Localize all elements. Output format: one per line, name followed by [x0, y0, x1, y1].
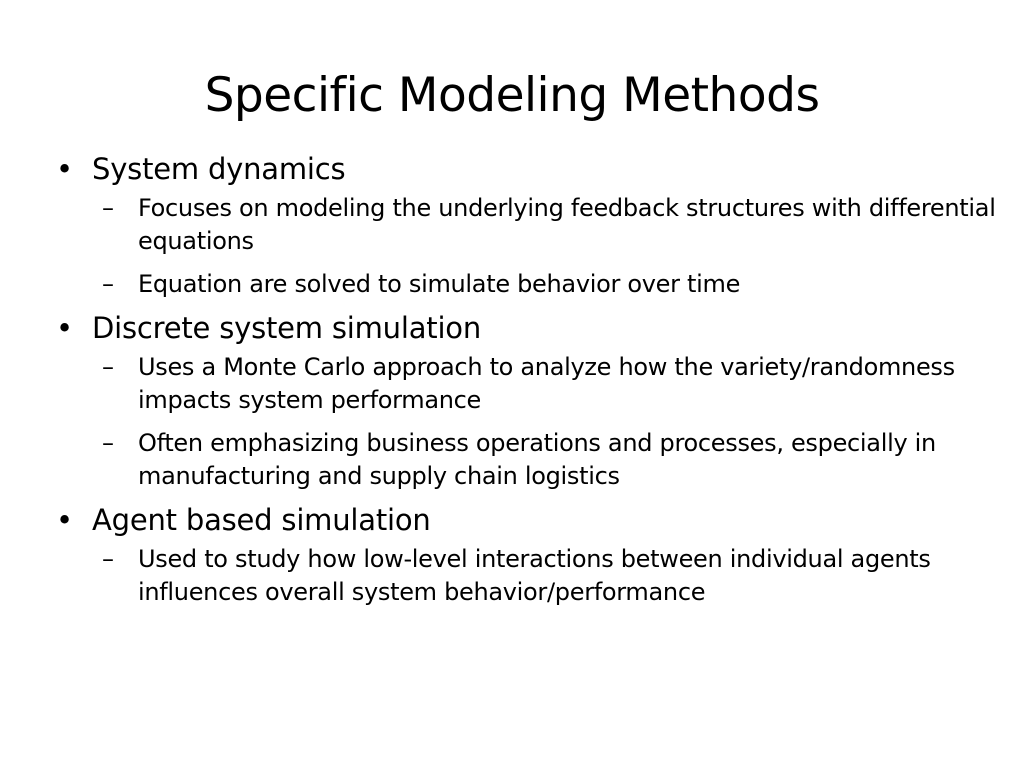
sub-bullet-text: Used to study how low-level interactions between individual agents influences overall system behavior/performance [138, 545, 931, 606]
sub-bullet-list [92, 192, 1002, 301]
sub-bullet-list [92, 543, 1002, 609]
sub-bullet-item [92, 192, 1002, 258]
sub-bullet-text: Uses a Monte Carlo approach to analyze how the variety/randomness impacts system performance [138, 353, 955, 414]
slide-title: Specific Modeling Methods [204, 68, 820, 123]
bullet-item [52, 311, 1002, 493]
dash-glyph: – [102, 270, 114, 298]
bullet-glyph: • [56, 152, 73, 186]
dash-glyph: – [102, 353, 114, 381]
bullet-text: Agent based simulation [92, 503, 431, 537]
dash-glyph: – [102, 545, 114, 573]
bullet-glyph: • [56, 311, 73, 345]
slide-content [52, 152, 1002, 619]
dash-glyph: – [102, 194, 114, 222]
sub-bullet-item [92, 351, 1002, 417]
sub-bullet-list [92, 351, 1002, 493]
bullet-text: System dynamics [92, 152, 346, 186]
sub-bullet-text: Equation are solved to simulate behavior over time [138, 270, 741, 298]
dash-glyph: – [102, 429, 114, 457]
sub-bullet-text: Focuses on modeling the underlying feedback structures with differential equations [138, 194, 996, 255]
bullet-list [52, 152, 1002, 609]
sub-bullet-item [92, 543, 1002, 609]
sub-bullet-item [92, 427, 1002, 493]
sub-bullet-item [92, 268, 1002, 301]
bullet-item [52, 152, 1002, 301]
bullet-glyph: • [56, 503, 73, 537]
bullet-item [52, 503, 1002, 609]
sub-bullet-text: Often emphasizing business operations and processes, especially in manufacturing and supply chain logistics [138, 429, 936, 490]
bullet-text: Discrete system simulation [92, 311, 482, 345]
